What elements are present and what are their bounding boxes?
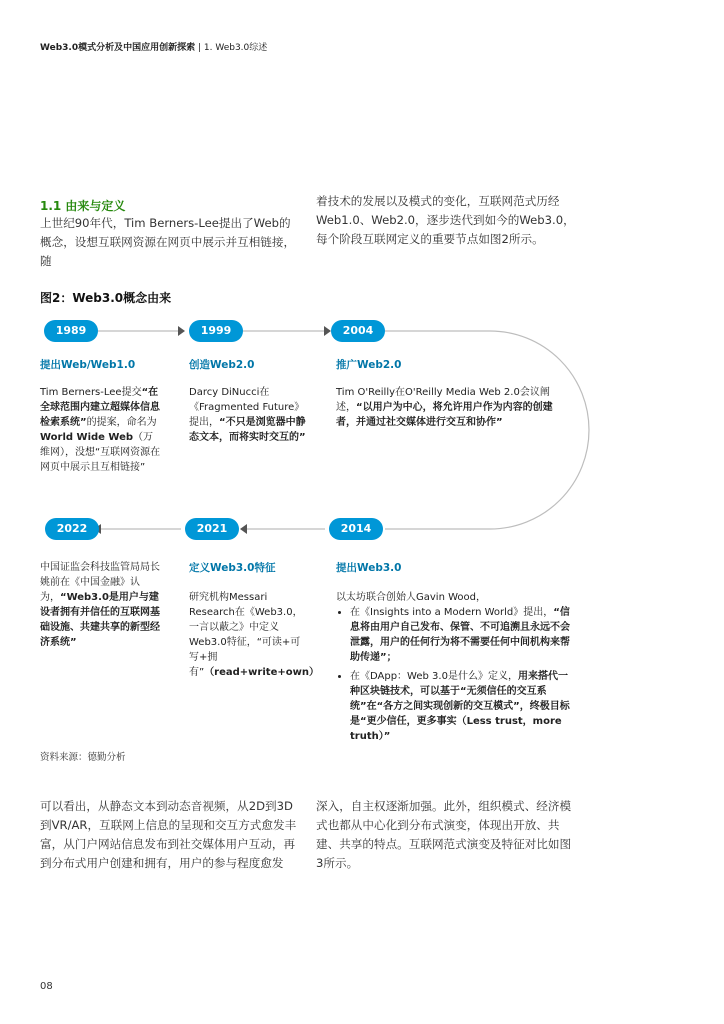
- milestone-desc-2022: 中国证监会科技监管局局长姚前在《中国金融》认为，“Web3.0是用户与建设者拥有并信任的互联网基础设施、共建共享的新型经济系统”: [40, 562, 160, 648]
- arrow-left-icon: [240, 524, 247, 534]
- milestone-2014-bullets: [336, 605, 572, 744]
- milestone-title-1989: 提出Web/Web1.0: [40, 359, 136, 371]
- arrow-right-icon: [324, 326, 331, 336]
- arrow-right-icon: [178, 326, 185, 336]
- intro-paragraph-left: 上世纪90年代，Tim Berners-Lee提出了Web的概念，设想互联网资源在网页中展示并互相链接，随: [40, 216, 296, 268]
- milestone-desc-1989: Tim Berners-Lee提交“在全球范围内建立超媒体信息检索系统”的提案，命名为 World Wide Web（万维网），没想“互联网资源在网页中展示且互相链接”: [40, 387, 161, 473]
- figure-source: 资料来源：德勤分析: [40, 752, 126, 763]
- milestone-desc-1999: Darcy DiNucci在《Fragmented Future》提出，“不只是浏览器中静态文本，而将实时交互的”: [189, 387, 306, 443]
- section-heading: 1.1 由来与定义: [40, 199, 126, 213]
- figure-title: 图2：Web3.0概念由来: [40, 291, 172, 305]
- header-separator: |: [195, 43, 204, 53]
- milestone-desc-2004: Tim O'Reilly在O'Reilly Media Web 2.0会议阐述，“以用户为中心，将允许用户作为内容的创建者，并通过社交媒体进行交互和协作”: [336, 387, 553, 428]
- body-paragraph-right: 深入，自主权逐渐加强。此外，组织模式、经济模式也都从中心化到分布式演变，体现出开放、共建、共享的特点。互联网范式演变及特征对比如图3所示。: [316, 799, 572, 870]
- intro-paragraph-right: 着技术的发展以及模式的变化，互联网范式历经Web1.0、Web2.0，逐步迭代到如今的Web3.0，每个阶段互联网定义的重要节点如图2所示。: [316, 194, 575, 246]
- milestone-desc-2014: 以太坊联合创始人Gavin Wood， • 在《Insights into a Modern World》提出，“信息将由用户自己发布、保管、不可追溯且永远不会泄露，用户的任何行为将不需要任何中间机构来帮助传递”； • 在《DApp：Web 3.0是什么》定义，用来搭代一种区块链技术，可以基于“无须信任的交互系统”在“各方之间实现创新的交互模式”，终极目标是“更少信任，更多事实（Less trust，more truth）”: [336, 590, 572, 744]
- year-badge-1999: 1999: [189, 320, 243, 342]
- header-section: 1. Web3.0综述: [203, 43, 268, 53]
- header-title: Web3.0模式分析及中国应用创新探索: [40, 43, 196, 53]
- bullet-item: • 在《Insights into a Modern World》提出，“信息将由用户自己发布、保管、不可追溯且永远不会泄露，用户的任何行为将不需要任何中间机构来帮助传递”；: [350, 605, 572, 665]
- year-badge-2022: 2022: [45, 518, 99, 540]
- bullet-item: • 在《DApp：Web 3.0是什么》定义，用来搭代一种区块链技术，可以基于“无须信任的交互系统”在“各方之间实现创新的交互模式”，终极目标是“更少信任，更多事实（Less trust，more truth）”: [350, 669, 572, 744]
- year-badge-2014: 2014: [329, 518, 383, 540]
- year-badge-2021: 2021: [185, 518, 239, 540]
- milestone-title-1999: 创造Web2.0: [189, 359, 255, 371]
- milestone-title-2021: 定义Web3.0特征: [189, 562, 276, 574]
- milestone-title-2004: 推广Web2.0: [336, 359, 402, 371]
- page-number: 08: [40, 981, 53, 992]
- connector-2004-2014-curve: [385, 331, 589, 529]
- year-badge-1989: 1989: [44, 320, 98, 342]
- milestone-desc-2021: 研究机构Messari Research在《Web3.0，一言以蔽之》中定义Web3.0特征，“可读+可写+拥有”（read+write+own）: [189, 592, 319, 678]
- year-badge-2004: 2004: [331, 320, 385, 342]
- milestone-title-2014: 提出Web3.0: [336, 562, 402, 574]
- body-paragraph-left: 可以看出，从静态文本到动态音视频，从2D到3D到VR/AR，互联网上信息的呈现和交互方式愈发丰富，从门户网站信息发布到社交媒体用户互动，再到分布式用户创建和拥有，用户的参与程度愈发: [40, 799, 297, 870]
